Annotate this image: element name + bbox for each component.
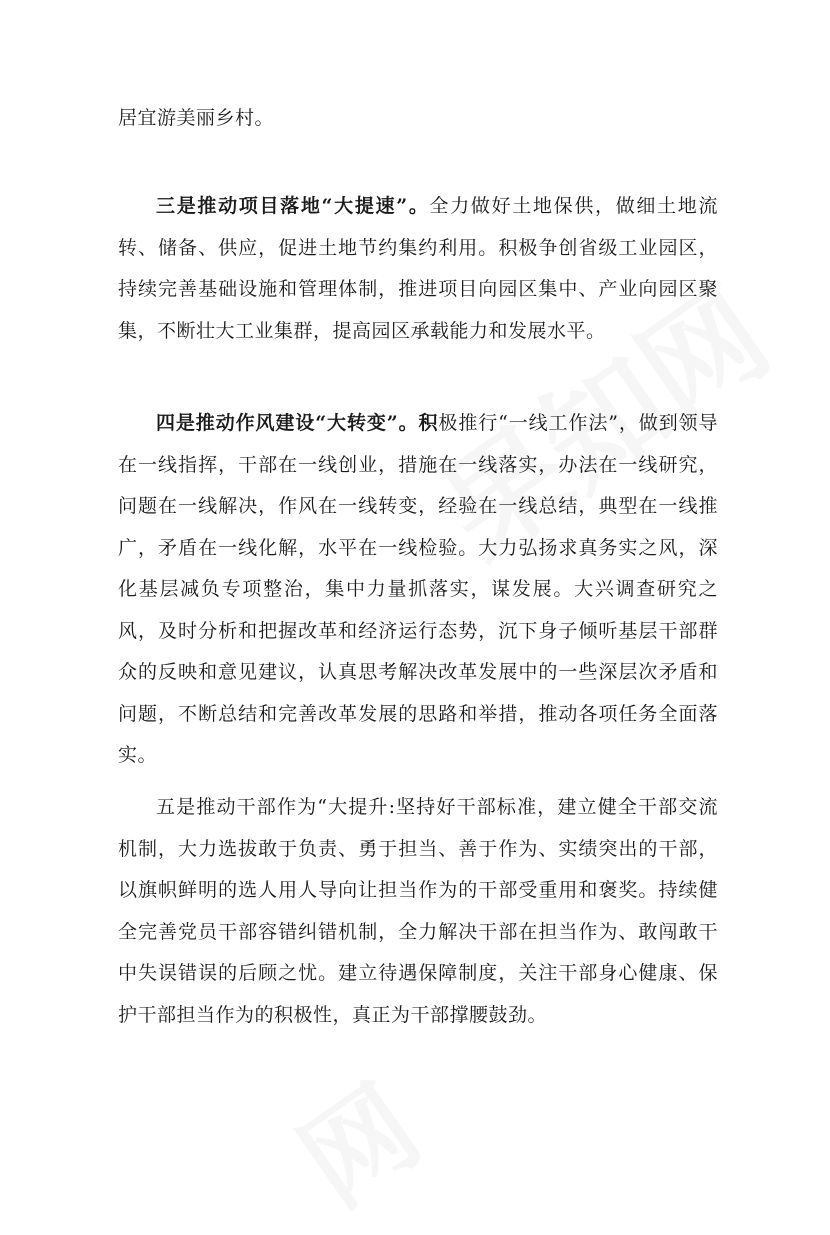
paragraph-work-style [118, 403, 718, 777]
paragraph-body: 居宜游美丽乡村。 [118, 107, 275, 129]
paragraph-body: 全力做好土地保供，做细土地流转、储备、供应，促进土地节约集约利用。积极争创省级工业园区，持续完善基础设施和管理体制，推进项目向园区集中、产业向园区聚集，不断壮大工业集群，提高园区承载能力和发展水平。 [118, 195, 718, 342]
watermark [265, 1043, 446, 1235]
paragraph-body: 极推行“一线工作法”，做到领导在一线指挥，干部在一线创业，措施在一线落实，办法在一线研究，问题在一线解决，作风在一线转变，经验在一线总结，典型在一线推广，矛盾在一线化解，水平在一线检验。大力弘扬求真务实之风，深化基层减负专项整治，集中力量抓落实，谋发展。大兴调查研究之风，及时分析和把握改革和经济运行态势，沉下身子倾听基层干部群众的反映和意见建议，认真思考解决改革发展中的一些深层次矛盾和问题，不断总结和完善改革发展的思路和举措，推动各项任务全面落实。 [118, 412, 718, 766]
paragraph-project-landing [118, 186, 718, 352]
paragraph-heading: 四是推动作风建设“大转变”。积 [156, 412, 439, 434]
paragraph-heading: 三是推动项目落地“大提速”。 [156, 195, 430, 217]
paragraph-cadre-action [118, 787, 718, 1036]
paragraph-body: 五是推动干部作为“大提升:坚持好干部标准，建立健全干部交流机制，大力选拔敢于负责、勇于担当、善于作为、实绩突出的干部，以旗帜鲜明的选人用人导向让担当作为的干部受重用和褒奖。持续健全完善党员干部容错纠错机制，全力解决干部在担当作为、敢闯敢干中失误错误的后顾之忧。建立待遇保障制度，关注干部身心健康、保护干部担当作为的积极性，真正为干部撑腰鼓劲。 [118, 796, 718, 1026]
paragraph-continuation [118, 98, 718, 140]
